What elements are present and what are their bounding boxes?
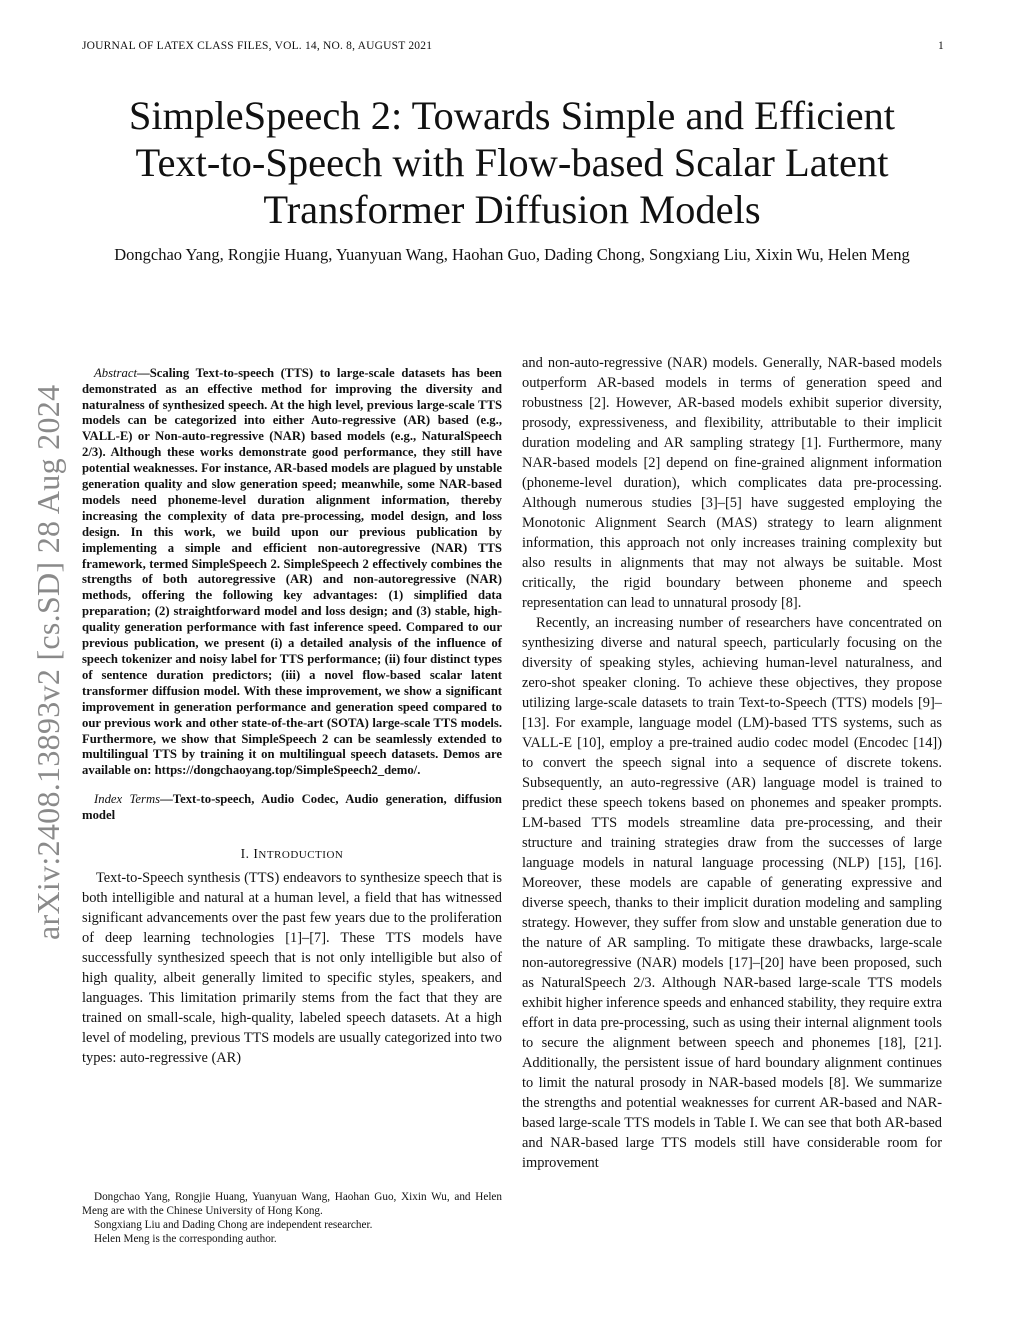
intro-paragraph-left: Text-to-Speech synthesis (TTS) endeavors to synthesize speech that is both intelligible and natural at a human level, a field that has witnessed significant advancements over the past few years due to the proliferation of deep learning technologies [1]–[7]. These TTS models have successfully synthesized speech that is not only intelligible but also of high quality, albeit generally limited to specific styles, speakers, and languages. This limitation primarily stems from the fact that they are trained on small-scale, high-quality, labeled speech datasets. At a high level of modeling, previous TTS models are usually categorized into two types: auto-regressive (AR): [82, 869, 502, 1066]
footnote-affiliation: Dongchao Yang, Rongjie Huang, Yuanyuan Wang, Haohan Guo, Xixin Wu, and Helen Meng are with the Chinese University of Hong Kong.: [82, 1191, 502, 1217]
section-heading: [82, 846, 502, 862]
intro-paragraph-right-1: and non-auto-regressive (NAR) models. Generally, NAR-based models outperform AR-based models in terms of generation speed and robustness [2]. However, AR-based models exhibit superior diversity, prosody, expressiveness, and flexibility, attributable to their implicit duration modeling and AR sampling strategy [1]. Furthermore, many NAR-based models [2] depend on fine-grained alignment information (phoneme-level duration), which complicates data pre-processing. Although numerous studies [3]–[5] have suggested employing the Monotonic Alignment Search (MAS) strategy to learn alignment information, this approach not only increases training complexity but also results in alignments that may not always be suitable. Most critically, the rigid boundary between phoneme and speech representation can lead to unnatural prosody [8].: [522, 355, 942, 611]
paper-title: SimpleSpeech 2: Towards Simple and Efficient Text-to-Speech with Flow-based Scalar Latent Transformer Diffusion Models: [128, 93, 896, 232]
left-column: [82, 353, 502, 1068]
footnote-independent: Songxiang Liu and Dading Chong are independent researcher.: [94, 1219, 373, 1231]
footnote-corresponding: Helen Meng is the corresponding author.: [94, 1233, 277, 1245]
page-number: 1: [938, 40, 944, 52]
section-number: I.: [240, 845, 250, 861]
intro-paragraph-right-2: Recently, an increasing number of researchers have concentrated on synthesizing diverse and natural speech, particularly focusing on the diversity of speaking styles, achieving human-level naturalness, and zero-shot speaker cloning. To achieve these objectives, they propose utilizing large-scale datasets to train Text-to-Speech (TTS) models [9]–[13]. For example, language model (LM)-based TTS systems, such as VALL-E [10], employ a pre-trained audio codec model (Encodec [14]) to convert the speech signal into a sequence of discrete tokens. Subsequently, an auto-regressive (AR) language model is trained to predict these speech tokens based on phonemes and speaker prompts. LM-based TTS models streamline data pre-processing, and their structure and training strategies draw from the successes of large language models in natural language processing (NLP) [15], [16]. Moreover, these models are capable of generating expressive and diverse speech, thanks to their implicit duration modeling and sampling strategy. However, they suffer from slow and unstable generation due to the nature of AR sampling. To mitigate these drawbacks, large-scale non-autoregressive (NAR) models [17]–[20] have been proposed, such as NaturalSpeech 2/3. Although NAR-based large-scale TTS models exhibit higher inference speeds and enhanced stability, they require extra effort in data pre-processing, such as using their internal alignment tools to secure the alignment between speech and phonemes [18], [21]. Additionally, the persistent issue of hard boundary alignment continues to limit the natural prosody in NAR-based models [8]. We summarize the strengths and potential weaknesses for current AR-based and NAR-based large-scale TTS models in Table I. We can see that both AR-based and NAR-based large TTS models still have considerable room for improvement: [522, 615, 942, 1171]
section-title-first: I: [253, 845, 259, 861]
abstract-label: Abstract: [94, 365, 137, 380]
running-title: JOURNAL OF LATEX CLASS FILES, VOL. 14, NO. 8, AUGUST 2021: [82, 40, 433, 52]
running-header: [82, 40, 944, 52]
footnotes: [82, 1190, 502, 1246]
arxiv-identifier: arXiv:2408.13893v2 [cs.SD] 28 Aug 2024: [30, 384, 66, 940]
index-terms: [82, 792, 502, 824]
section-title-rest: NTRODUCTION: [258, 848, 344, 861]
abstract-text: —Scaling Text-to-speech (TTS) to large-scale datasets has been demonstrated as an effective method for improving the diversity and naturalness of synthesized speech. At the high level, previous large-scale TTS models can be categorized into either Auto-regressive (AR) based (e.g., VALL-E) or Non-auto-regressive (NAR) based models (e.g., NaturalSpeech 2/3). Although these works demonstrate good performance, they still have potential weaknesses. For instance, AR-based models are plagued by unstable generation quality and slow generation speed; meanwhile, some NAR-based models need phoneme-level duration alignment information, thereby increasing the complexity of data pre-processing, model design, and loss design. In this work, we build upon our previous publication by implementing a simple and efficient non-autoregressive (NAR) TTS framework, termed SimpleSpeech 2. SimpleSpeech 2 effectively combines the strengths of both autoregressive (AR) and non-autoregressive (NAR) methods, offering the following key advantages: (1) simplified data preparation; (2) straightforward model and loss design; and (3) stable, high-quality generation performance with fast inference speed. Compared to our previous publication, we present (i) a detailed analysis of the influence of speech tokenizer and noisy label for TTS performance; (ii) four distinct types of sentence duration predictors; (iii) a novel flow-based scalar latent transformer diffusion model. With these improvement, we show a significant improvement in generation performance and generation speed compared to our previous work and other state-of-the-art (SOTA) large-scale TTS models. Furthermore, we show that SimpleSpeech 2 can be seamlessly extended to multilingual TTS by training it on multilingual speech datasets. Demos are available on: https://dongchaoyang.top/SimpleSpeech2_demo/.: [82, 365, 502, 778]
author-list: Dongchao Yang, Rongjie Huang, Yuanyuan Wang, Haohan Guo, Dading Chong, Songxiang Liu, Xixin Wu, Helen Meng: [114, 245, 910, 264]
right-column: [522, 353, 942, 1173]
index-terms-text: —Text-to-speech, Audio Codec, Audio generation, diffusion model: [82, 791, 502, 822]
abstract: [82, 366, 502, 780]
index-terms-label: Index Terms: [94, 791, 161, 806]
